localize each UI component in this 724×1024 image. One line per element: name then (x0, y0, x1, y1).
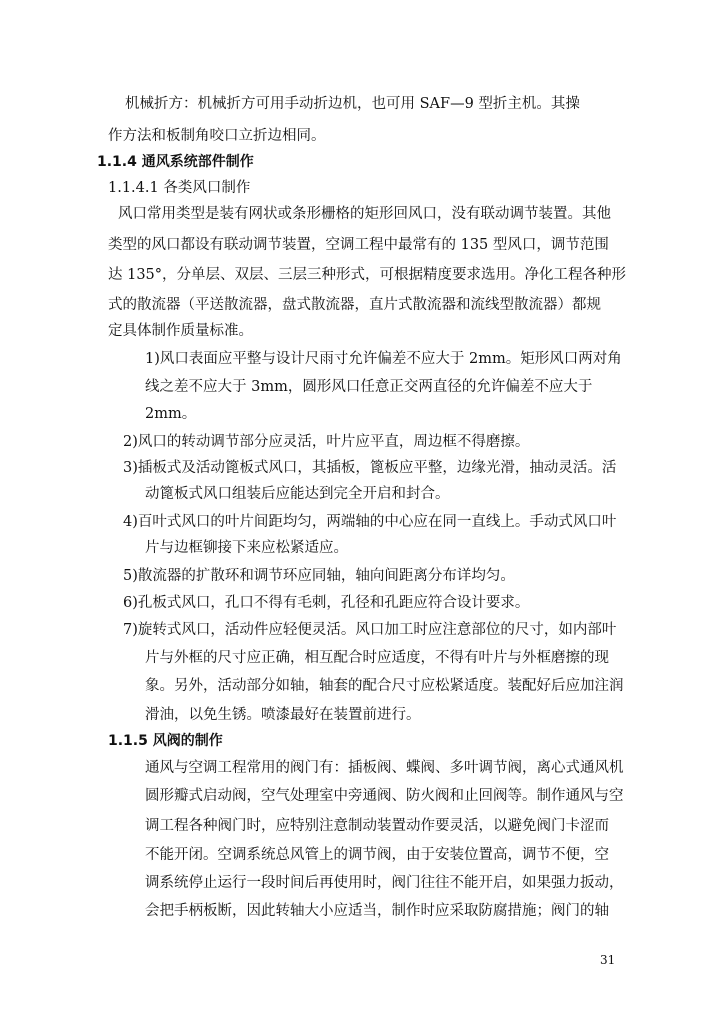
valves-para-line-5: 调系统停止运行一段时间后再使用时，阀门往往不能开启，如果强力扳动， (145, 875, 624, 891)
intro-line-1: 机械折方：机械折方可用手动折边机，也可用 SAF—9 型折主机。其操 (125, 96, 580, 112)
outlets-para-line-5: 定具体制作质量标准。 (108, 323, 253, 339)
requirement-line: 线之差不应大于 3mm，圆形风口任意正交两直径的允许偏差不应大于 (145, 379, 593, 395)
outlets-para-line-4: 式的散流器（平送散流器，盘式散流器，直片式散流器和流线型散流器）都规 (108, 297, 601, 313)
intro-line-2: 作方法和板制角咬口立折边相同。 (108, 128, 326, 144)
valves-para-line-6: 会把手柄板断，因此转轴大小应适当，制作时应采取防腐措施；阀门的轴 (145, 903, 609, 919)
outlets-para-line-3: 达 135°，分单层、双层、三层三种形式，可根据精度要求选用。净化工程各种形 (108, 267, 627, 283)
valves-para-line-2: 圆形瓣式启动阀，空气处理室中旁通阀、防火阀和止回阀等。制作通风与空 (145, 788, 624, 804)
requirement-line: 动篦板式风口组装后应能达到完全开启和封合。 (145, 486, 450, 502)
requirement-line: 片与边框铆接下来应松紧适应。 (145, 540, 348, 556)
section-heading-1-1-4: 1.1.4 通风系统部件制作 (97, 154, 254, 170)
section-heading-1-1-5: 1.1.5 风阀的制作 (108, 733, 223, 749)
requirement-line: 2)风口的转动调节部分应灵活，叶片应平直，周边框不得磨擦。 (123, 434, 530, 450)
requirement-line: 2mm。 (145, 406, 197, 422)
outlets-para-line-2: 类型的风口都设有联动调节装置，空调工程中最常有的 135 型风口，调节范围 (108, 237, 609, 253)
requirement-line: 滑油，以免生锈。喷漆最好在装置前进行。 (145, 707, 421, 723)
page-number: 31 (600, 953, 616, 967)
valves-para-line-1: 通风与空调工程常用的阀门有：插板阀、蝶阀、多叶调节阀，离心式通风机 (145, 760, 624, 776)
requirement-line: 1)风口表面应平整与设计尺雨寸允许偏差不应大于 2mm。矩形风口两对角 (145, 351, 622, 367)
requirement-line: 7)旋转式风口，活动件应轻便灵活。风口加工时应注意部位的尺寸，如内部叶 (123, 622, 617, 638)
requirement-line: 3)插板式及活动篦板式风口，其插板，篦板应平整，边缘光滑，抽动灵活。活 (123, 460, 617, 476)
outlets-para-line-1: 风口常用类型是装有网状或条形栅格的矩形回风口，没有联动调节装置。其他 (118, 206, 611, 222)
valves-para-line-3: 调工程各种阀门时，应特别注意制动装置动作要灵活，以避免阀门卡涩而 (145, 818, 609, 834)
requirement-line: 象。另外，活动部分如轴，轴套的配合尺寸应松紧适度。装配好后应加注润 (145, 678, 624, 694)
subsection-heading-1-1-4-1: 1.1.4.1 各类风口制作 (108, 180, 251, 196)
requirement-line: 5)散流器的扩散环和调节环应同轴，轴向间距离分布详均匀。 (123, 568, 515, 584)
requirement-line: 4)百叶式风口的叶片间距均匀，两端轴的中心应在同一直线上。手动式风口叶 (123, 514, 617, 530)
requirement-line: 6)孔板式风口，孔口不得有毛刺，孔径和孔距应符合设计要求。 (123, 595, 530, 611)
requirement-line: 片与外框的尺寸应正确，相互配合时应适度，不得有叶片与外框磨擦的现 (145, 650, 609, 666)
valves-para-line-4: 不能开闭。空调系统总风管上的调节阀，由于安装位置高，调节不便，空 (145, 847, 609, 863)
